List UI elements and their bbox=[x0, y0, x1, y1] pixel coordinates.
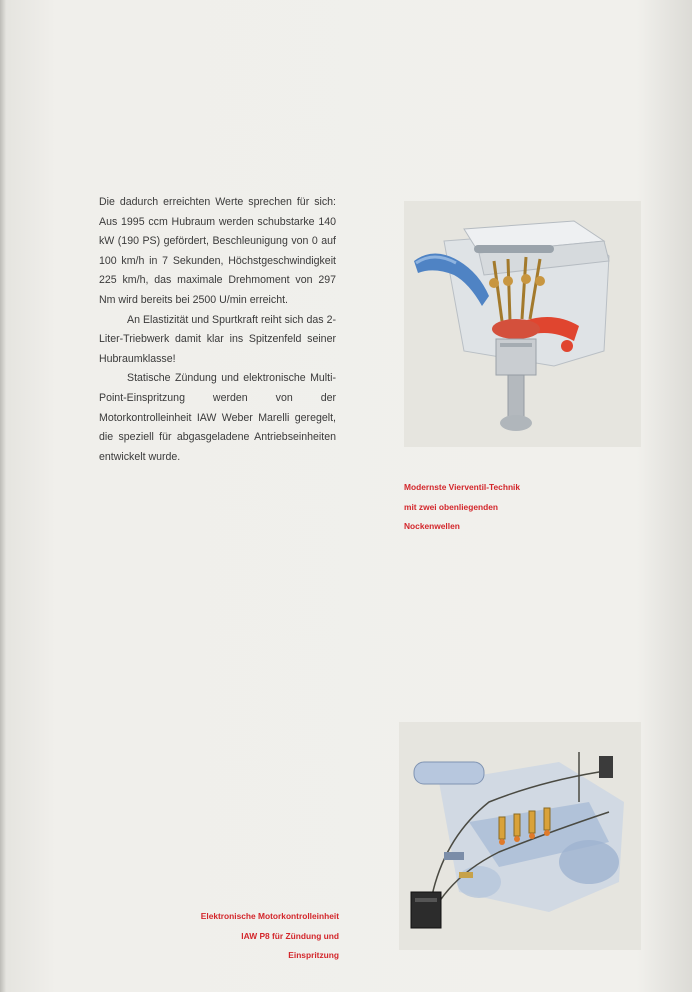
caption-line: Modernste Vierventil-Technik bbox=[404, 482, 521, 492]
paragraph-elasticity: An Elastizität und Spurtkraft reiht sich das 2-Liter-Triebwerk damit klar ins Spitzenfeld seiner Hubraumklasse! bbox=[99, 313, 336, 365]
paragraph-performance: Die dadurch erreichten Werte sprechen für sich: Aus 1995 ccm Hubraum werden schubstarke 140 kW (190 PS) gefördert, Beschleunigung von 0 auf 100 km/h in 7 Sekunden, Höchstgeschwindigkeit 225 km/h, das maximale Drehmoment von 297 Nm wird bereits bei 2500 U/min erreicht. bbox=[99, 196, 336, 306]
engine-cutaway-caption bbox=[404, 478, 604, 537]
body-text bbox=[99, 193, 336, 467]
caption-line: Einspritzung bbox=[288, 950, 339, 960]
page-spine-shadow bbox=[0, 0, 6, 992]
caption-line: IAW P8 für Zündung und bbox=[241, 930, 339, 941]
engine-control-illustration bbox=[399, 722, 641, 950]
engine-cutaway-illustration bbox=[404, 201, 641, 447]
caption-line: Nockenwellen bbox=[404, 521, 460, 531]
engine-control-caption bbox=[150, 907, 339, 966]
caption-line: Elektronische Motorkontrolleinheit bbox=[200, 911, 339, 921]
caption-line: mit zwei obenliegenden bbox=[404, 501, 498, 512]
paragraph-ignition: Statische Zündung und elektronische Multi-Point-Einspritzung werden von der Motorkontrolleinheit IAW Weber Marelli geregelt, die speziell für abgasgeladene Antriebseinheiten entwickelt wurde. bbox=[99, 372, 336, 463]
